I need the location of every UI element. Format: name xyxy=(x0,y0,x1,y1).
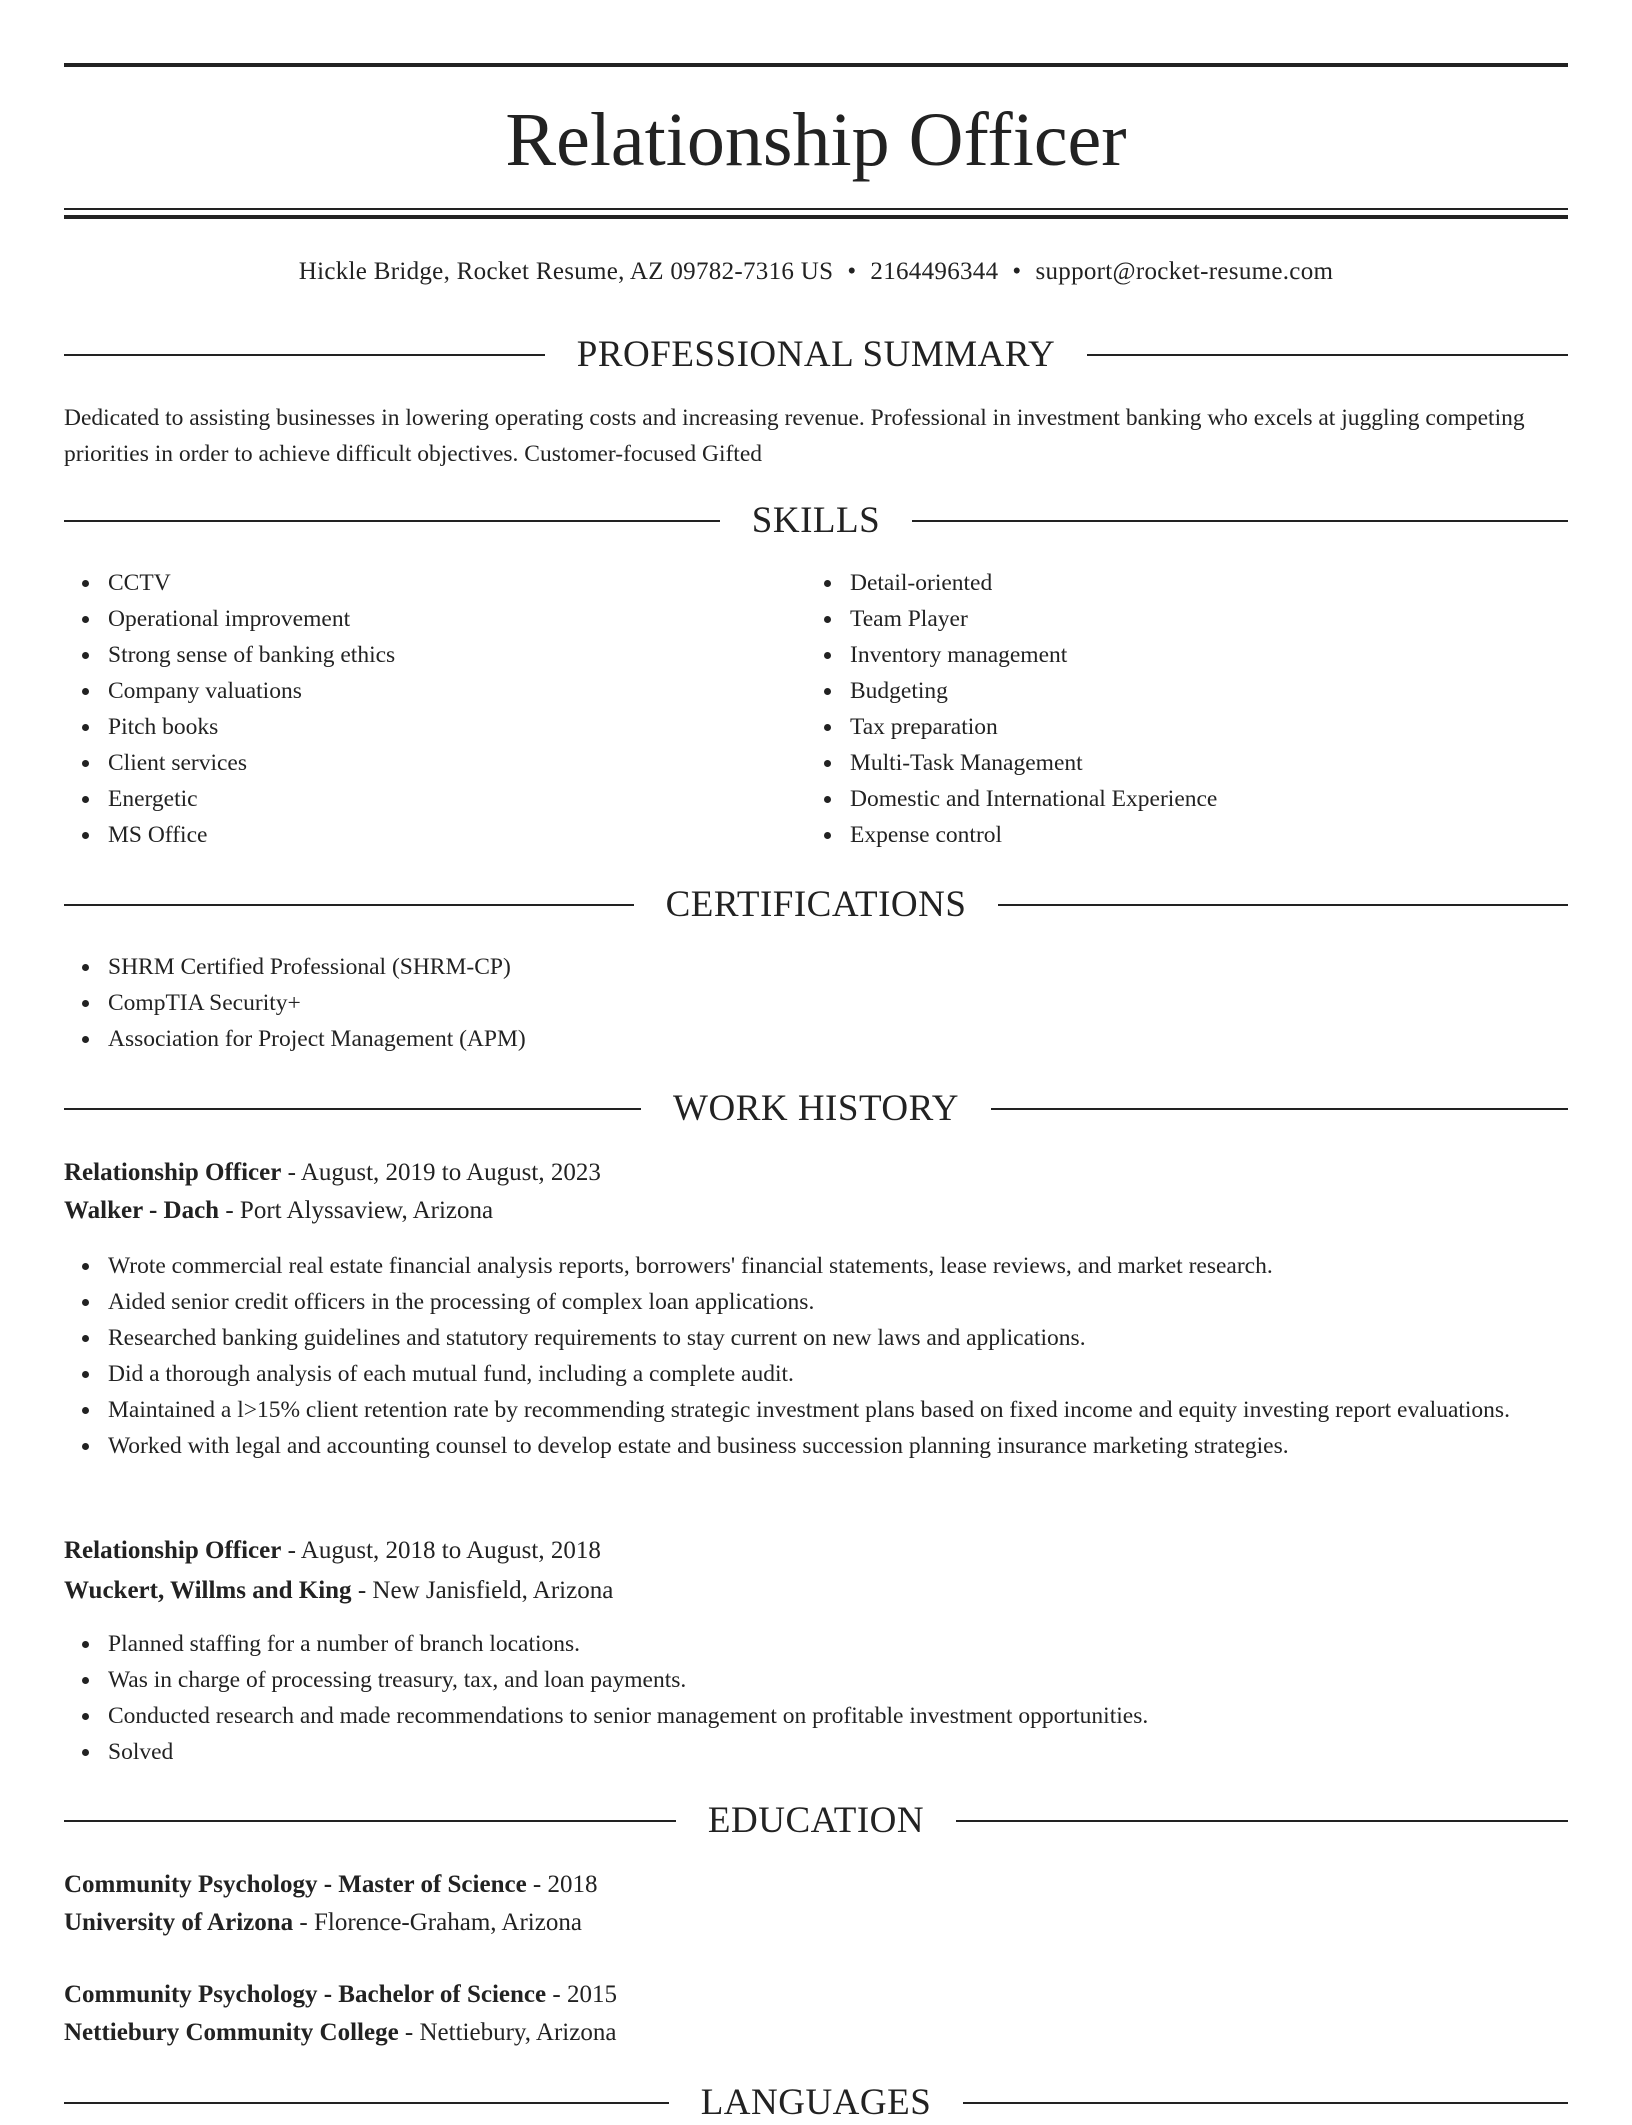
list-item: Energetic xyxy=(108,781,808,817)
job-dates: - August, 2018 to August, 2018 xyxy=(281,1537,601,1564)
section-title: CERTIFICATIONS xyxy=(665,884,967,925)
header-bottom-rule-thick xyxy=(64,215,1568,219)
section-heading-summary xyxy=(64,333,1568,377)
header-bottom-rule-thin xyxy=(64,208,1568,210)
contact-address: Hickle Bridge, Rocket Resume, AZ 09782-7316 US xyxy=(298,258,834,285)
education-degree-line xyxy=(64,1976,1568,2014)
list-item: Detail-oriented xyxy=(850,565,1550,601)
contact-phone: 2164496344 xyxy=(870,258,999,285)
section-rule-right xyxy=(912,520,1568,522)
list-item: Budgeting xyxy=(850,673,1550,709)
list-item: Team Player xyxy=(850,601,1550,637)
section-rule-left xyxy=(64,520,720,522)
job-location: - New Janisfield, Arizona xyxy=(351,1577,614,1604)
section-rule-right xyxy=(956,1820,1568,1822)
section-rule-right xyxy=(991,1108,1568,1110)
section-rule-left xyxy=(64,1108,641,1110)
list-item: Association for Project Management (APM) xyxy=(108,1021,1568,1057)
list-item: Client services xyxy=(108,745,808,781)
job-role: Relationship Officer xyxy=(64,1537,282,1564)
list-item: Operational improvement xyxy=(108,601,808,637)
section-rule-left xyxy=(64,2102,669,2104)
section-heading-languages xyxy=(64,2081,1568,2125)
education-school-line xyxy=(64,1904,1568,1942)
list-item: SHRM Certified Professional (SHRM-CP) xyxy=(108,949,1568,985)
section-rule-left xyxy=(64,1820,676,1822)
list-item: Inventory management xyxy=(850,637,1550,673)
education-degree: Community Psychology - Bachelor of Science xyxy=(64,1981,547,2008)
list-item: Strong sense of banking ethics xyxy=(108,637,808,673)
list-item: Domestic and International Experience xyxy=(850,781,1550,817)
contact-separator: • xyxy=(1012,258,1022,285)
education-school: Nettiebury Community College xyxy=(64,2019,399,2046)
list-item: Conducted research and made recommendations to senior management on profitable investment opportunities. xyxy=(108,1698,1568,1734)
education-year: - 2018 xyxy=(526,1871,598,1898)
resume-name: Relationship Officer xyxy=(505,98,1127,182)
list-item: Solved xyxy=(108,1734,1568,1770)
section-title: PROFESSIONAL SUMMARY xyxy=(576,334,1056,375)
list-item: MS Office xyxy=(108,817,808,853)
education-location: - Florence-Graham, Arizona xyxy=(293,1909,582,1936)
list-item: Pitch books xyxy=(108,709,808,745)
list-item: Tax preparation xyxy=(850,709,1550,745)
contact-line xyxy=(64,254,1568,290)
list-item: CompTIA Security+ xyxy=(108,985,1568,1021)
education-location: - Nettiebury, Arizona xyxy=(398,2019,617,2046)
list-item: Multi-Task Management xyxy=(850,745,1550,781)
job-location: - Port Alyssaview, Arizona xyxy=(219,1197,494,1224)
list-item: Wrote commercial real estate financial analysis reports, borrowers' financial statements, lease reviews, and market research. xyxy=(108,1248,1568,1284)
contact-separator: • xyxy=(847,258,857,285)
skills-list-left xyxy=(64,565,808,853)
education-year: - 2015 xyxy=(546,1981,617,2008)
section-heading-education xyxy=(64,1799,1568,1843)
header-top-rule xyxy=(64,63,1568,67)
summary-text: Dedicated to assisting businesses in lowering operating costs and increasing revenue. Professional in investment banking who excels at juggling competing priorities in order to achieve difficult objectives. Customer-focused Gifted xyxy=(64,405,1525,467)
section-heading-work-history xyxy=(64,1087,1568,1131)
list-item: Maintained a l>15% client retention rate by recommending strategic investment plans based on fixed income and equity investing report evaluations. xyxy=(108,1392,1568,1428)
job-role: Relationship Officer xyxy=(64,1159,282,1186)
education-school: University of Arizona xyxy=(64,1909,294,1936)
job-company-line xyxy=(64,1572,1568,1610)
education-degree: Community Psychology - Master of Science xyxy=(64,1871,527,1898)
section-rule-right xyxy=(1087,354,1568,356)
job-company: Wuckert, Willms and King xyxy=(64,1577,352,1604)
list-item: Company valuations xyxy=(108,673,808,709)
list-item: Did a thorough analysis of each mutual fund, including a complete audit. xyxy=(108,1356,1568,1392)
list-item: Planned staffing for a number of branch locations. xyxy=(108,1626,1568,1662)
job-title-line xyxy=(64,1532,1568,1570)
list-item: Was in charge of processing treasury, tax, and loan payments. xyxy=(108,1662,1568,1698)
list-item: Researched banking guidelines and statutory requirements to stay current on new laws and applications. xyxy=(108,1320,1568,1356)
job-title-line xyxy=(64,1154,1568,1192)
section-rule-right xyxy=(998,904,1568,906)
section-heading-skills xyxy=(64,499,1568,543)
list-item: Aided senior credit officers in the processing of complex loan applications. xyxy=(108,1284,1568,1320)
contact-email: support@rocket-resume.com xyxy=(1035,258,1334,285)
list-item: CCTV xyxy=(108,565,808,601)
job-company-line xyxy=(64,1192,1568,1230)
section-title: SKILLS xyxy=(751,500,881,541)
certifications-list xyxy=(64,949,1568,1057)
job-bullets xyxy=(64,1248,1568,1464)
section-rule-right xyxy=(963,2102,1568,2104)
section-heading-certifications xyxy=(64,883,1568,927)
education-school-line xyxy=(64,2014,1568,2052)
section-rule-left xyxy=(64,904,634,906)
list-item: Expense control xyxy=(850,817,1550,853)
section-title: LANGUAGES xyxy=(700,2082,932,2123)
section-rule-left xyxy=(64,354,545,356)
section-title: EDUCATION xyxy=(707,1800,925,1841)
education-degree-line xyxy=(64,1866,1568,1904)
section-title: WORK HISTORY xyxy=(673,1088,959,1129)
job-bullets xyxy=(64,1626,1568,1770)
job-company: Walker - Dach xyxy=(64,1197,220,1224)
list-item: Worked with legal and accounting counsel to develop estate and business succession planning insurance marketing strategies. xyxy=(108,1428,1568,1464)
skills-list-right xyxy=(806,565,1550,853)
job-dates: - August, 2019 to August, 2023 xyxy=(281,1159,601,1186)
